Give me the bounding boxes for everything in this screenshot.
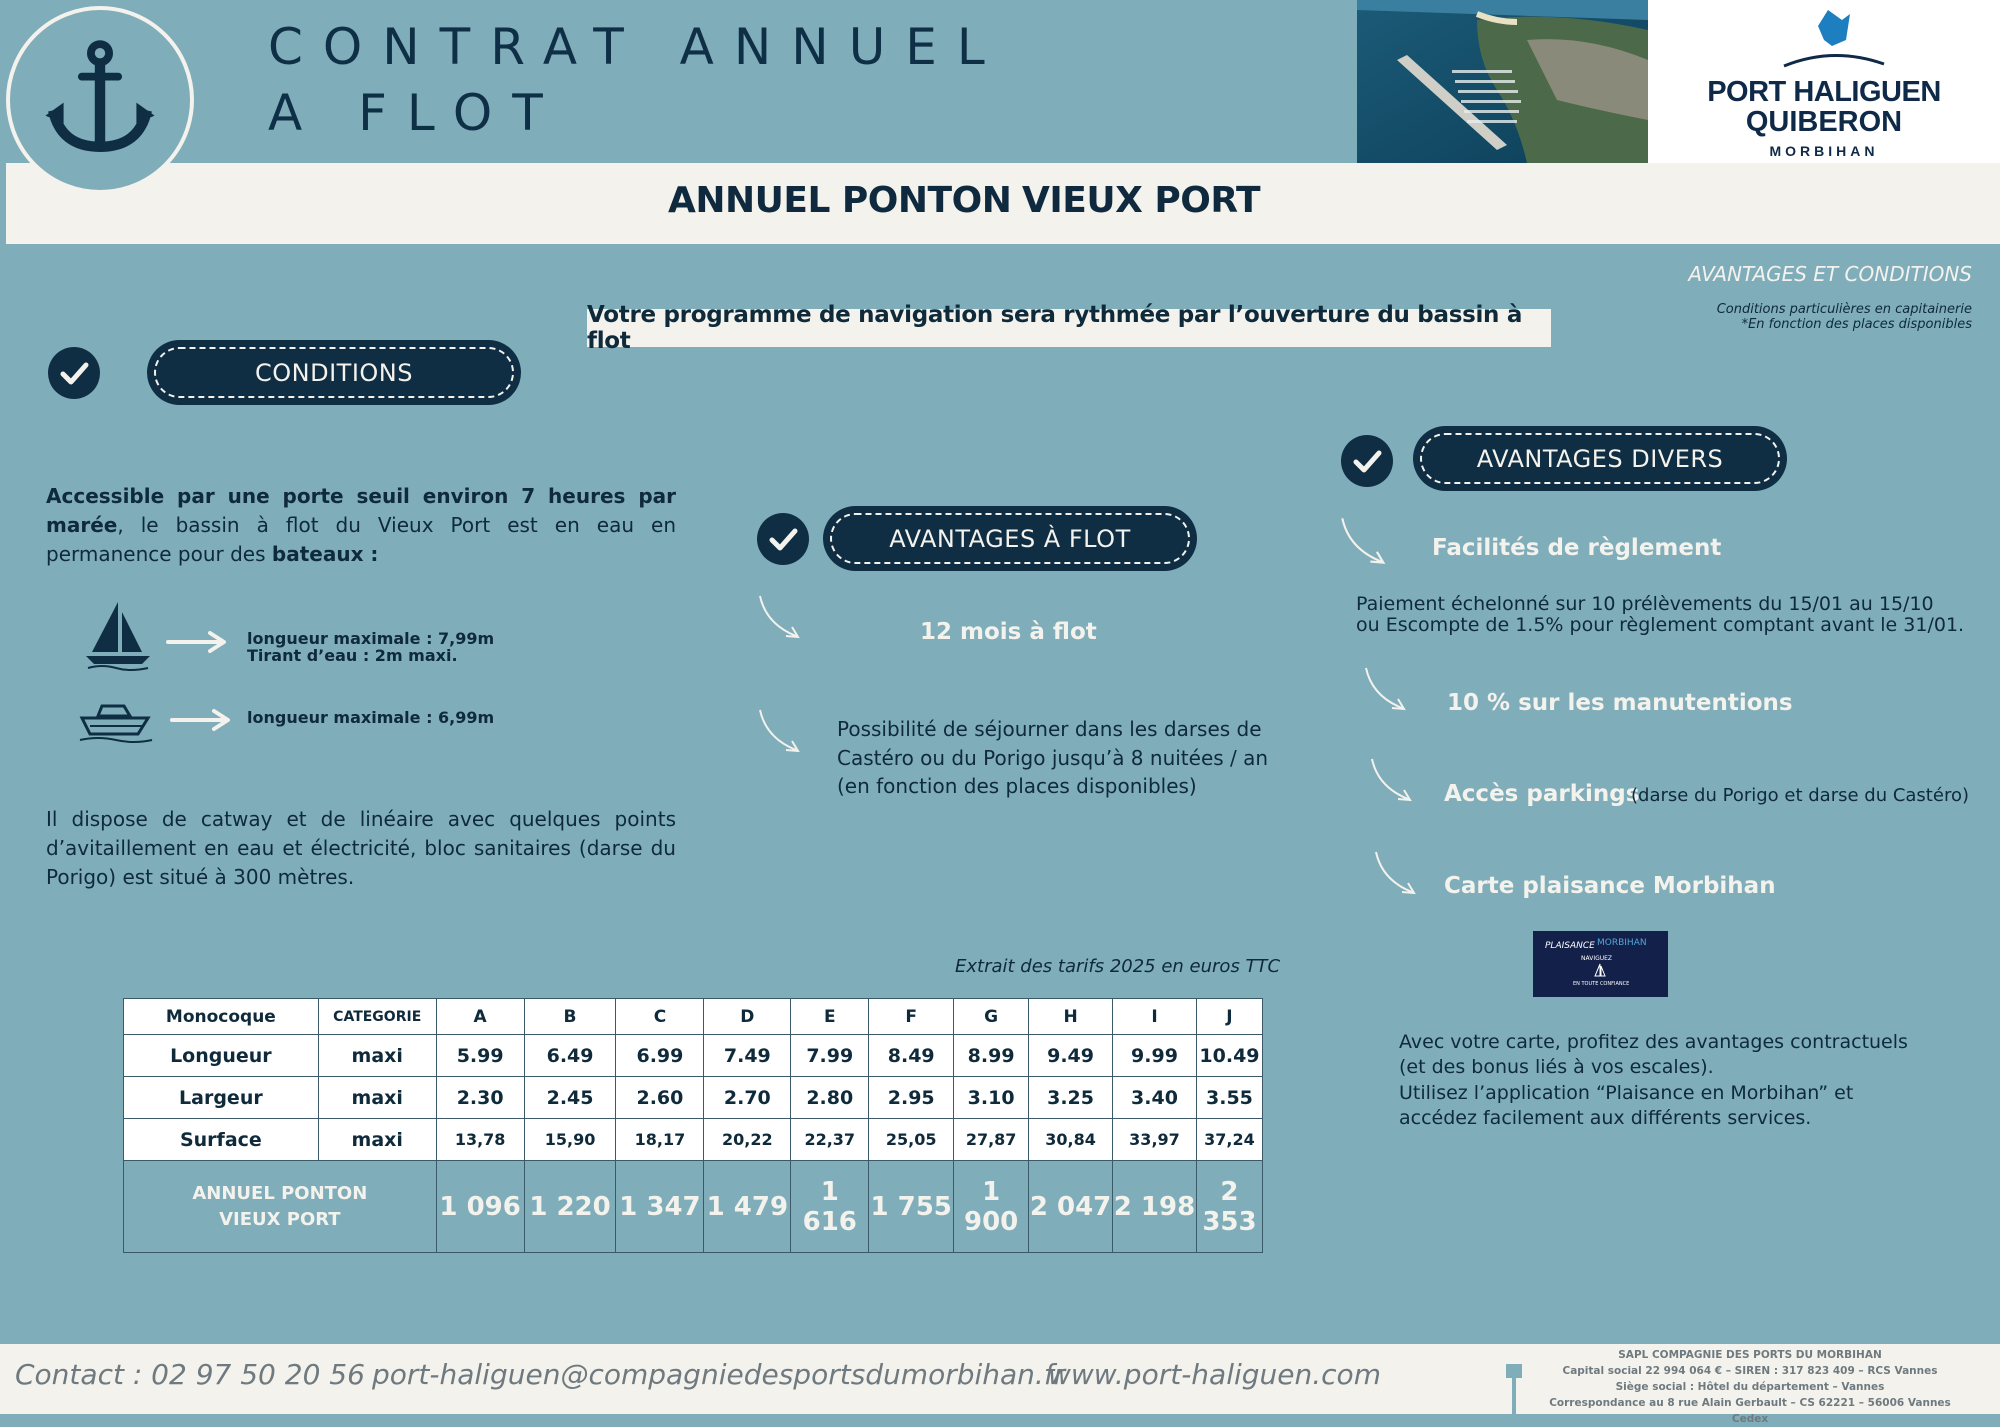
cell: 9.49 bbox=[1029, 1035, 1113, 1077]
legal-line-4: Correspondance au 8 rue Alain Gerbault – CS 62221 – 56006 Vannes Cedex bbox=[1549, 1397, 1951, 1425]
footer-website-link[interactable]: www.port-haliguen.com bbox=[1048, 1358, 1381, 1391]
cell: 7.99 bbox=[791, 1035, 869, 1077]
divers-item-3-title: Accès parkings bbox=[1444, 781, 1640, 807]
motor-length: longueur maximale : 6,99m bbox=[247, 708, 495, 727]
card-line-4: accédez facilement aux différents services. bbox=[1399, 1107, 1812, 1129]
cell: 30,84 bbox=[1029, 1119, 1113, 1161]
cell: 6.49 bbox=[524, 1035, 616, 1077]
table-row bbox=[124, 1035, 1263, 1077]
row-unit: maxi bbox=[318, 1035, 436, 1077]
cell: 10.49 bbox=[1196, 1035, 1262, 1077]
band-title-right: VIEUX PORT bbox=[1022, 180, 1261, 221]
cell: 2.45 bbox=[524, 1077, 616, 1119]
header-cat: J bbox=[1196, 999, 1262, 1035]
logo-text-2: QUIBERON bbox=[1745, 106, 1903, 138]
curved-arrow-icon bbox=[756, 592, 806, 642]
cell: 9.99 bbox=[1113, 1035, 1197, 1077]
sail-draft: Tirant d’eau : 2m maxi. bbox=[247, 646, 458, 665]
sail-length: longueur maximale : 7,99m bbox=[247, 629, 495, 648]
card-line-2: (et des bonus liés à vos escales). bbox=[1399, 1056, 1714, 1078]
cell: 33,97 bbox=[1113, 1119, 1197, 1161]
price-cell: 1 096 bbox=[436, 1161, 524, 1253]
price-row-label bbox=[124, 1161, 437, 1253]
cell: 27,87 bbox=[954, 1119, 1029, 1161]
cell: 2.70 bbox=[704, 1077, 791, 1119]
card-text-4: EN TOUTE CONFIANCE bbox=[1573, 981, 1630, 987]
tarifs-table bbox=[123, 998, 1263, 1253]
cell: 3.10 bbox=[954, 1077, 1029, 1119]
note-capitainerie: Conditions particulières en capitainerie bbox=[1716, 302, 1972, 317]
footer-contact: Contact : 02 97 50 20 56 bbox=[15, 1358, 365, 1391]
flot-item-2-line-3: (en fonction des places disponibles) bbox=[837, 774, 1197, 798]
price-label-line-1: ANNUEL PONTON bbox=[192, 1182, 368, 1204]
price-cell: 1 616 bbox=[791, 1161, 869, 1253]
cell: 3.55 bbox=[1196, 1077, 1262, 1119]
table-row bbox=[124, 1077, 1263, 1119]
conditions-intro: Accessible par une porte seuil environ 7 heures par marée, le bassin à flot du Vieux Port est en eau en permanence pour des bateaux : bbox=[46, 484, 676, 566]
legal-line-2: Capital social 22 994 064 € – SIREN : 317 823 409 – RCS Vannes bbox=[1562, 1365, 1938, 1377]
header-monocoque: Monocoque bbox=[124, 999, 319, 1035]
price-cell: 1 900 bbox=[954, 1161, 1029, 1253]
price-cell: 1 220 bbox=[524, 1161, 616, 1253]
cell: 7.49 bbox=[704, 1035, 791, 1077]
plaisance-card-image bbox=[1533, 931, 1668, 997]
logo-text-1: PORT HALIGUEN bbox=[1707, 76, 1941, 108]
cell: 8.49 bbox=[869, 1035, 954, 1077]
anchor-badge bbox=[6, 6, 194, 194]
cell: 5.99 bbox=[436, 1035, 524, 1077]
band-title-left: ANNUEL PONTON bbox=[668, 180, 1012, 221]
conditions-paragraph-2: Il dispose de catway et de linéaire avec quelques points d’avitaillement en eau et électricité, bloc sanitaires (darse du Porigo) est situé à 300 mètres. bbox=[46, 807, 676, 889]
curved-arrow-icon bbox=[756, 706, 806, 756]
cell: 25,05 bbox=[869, 1119, 954, 1161]
sail-mini-icon bbox=[1593, 963, 1607, 979]
cell: 8.99 bbox=[954, 1035, 1029, 1077]
tarifs-note: Extrait des tarifs 2025 en euros TTC bbox=[955, 956, 1281, 977]
table-header-row bbox=[124, 999, 1263, 1035]
cell: 22,37 bbox=[791, 1119, 869, 1161]
header-cat: F bbox=[869, 999, 954, 1035]
logo-text-3: MORBIHAN bbox=[1769, 143, 1879, 159]
row-label: Surface bbox=[124, 1119, 319, 1161]
cell: 2.95 bbox=[869, 1077, 954, 1119]
cell: 15,90 bbox=[524, 1119, 616, 1161]
header-cat: A bbox=[436, 999, 524, 1035]
price-cell: 2 047 bbox=[1029, 1161, 1113, 1253]
flot-item-2-line-1: Possibilité de séjourner dans les darses de bbox=[837, 717, 1262, 741]
header-cat: B bbox=[524, 999, 616, 1035]
divers-item-4-title: Carte plaisance Morbihan bbox=[1444, 873, 1776, 899]
cell: 3.25 bbox=[1029, 1077, 1113, 1119]
divers-item-1-line-2: ou Escompte de 1.5% pour règlement comptant avant le 31/01. bbox=[1356, 614, 1965, 636]
cell: 20,22 bbox=[704, 1119, 791, 1161]
header-categorie: CATEGORIE bbox=[318, 999, 436, 1035]
anchor-icon bbox=[35, 35, 165, 165]
header-cat: C bbox=[616, 999, 704, 1035]
card-line-1: Avec votre carte, profitez des avantages contractuels bbox=[1399, 1031, 1908, 1053]
pin-marker-icon bbox=[1504, 1362, 1524, 1414]
check-icon bbox=[48, 347, 100, 399]
legal-line-3: Siège social : Hôtel du département – Vannes bbox=[1615, 1381, 1885, 1393]
check-icon bbox=[1341, 435, 1393, 487]
cell: 6.99 bbox=[616, 1035, 704, 1077]
divers-item-1-line-1: Paiement échelonné sur 10 prélèvements du 15/01 au 15/10 bbox=[1356, 593, 1934, 615]
cell: 13,78 bbox=[436, 1119, 524, 1161]
legal-line-1: SAPL COMPAGNIE DES PORTS DU MORBIHAN bbox=[1618, 1349, 1882, 1361]
cell: 3.40 bbox=[1113, 1077, 1197, 1119]
price-row bbox=[124, 1161, 1263, 1253]
card-text-1: PLAISANCE bbox=[1545, 941, 1595, 951]
flot-item-1: 12 mois à flot bbox=[920, 619, 1097, 645]
motorboat-icon bbox=[78, 696, 154, 746]
price-cell: 1 755 bbox=[869, 1161, 954, 1253]
row-label: Largeur bbox=[124, 1077, 319, 1119]
row-unit: maxi bbox=[318, 1077, 436, 1119]
price-label-line-2: VIEUX PORT bbox=[219, 1208, 341, 1230]
header-cat: D bbox=[704, 999, 791, 1035]
curved-arrow-icon bbox=[1362, 664, 1412, 714]
card-text-2: MORBIHAN bbox=[1597, 938, 1647, 948]
divers-item-3-sub: (darse du Porigo et darse du Castéro) bbox=[1631, 785, 1969, 806]
harbor-aerial-photo bbox=[1357, 0, 1648, 163]
note-places: *En fonction des places disponibles bbox=[1741, 317, 1972, 332]
title-line-2: A FLOT bbox=[268, 84, 563, 142]
header-cat: G bbox=[954, 999, 1029, 1035]
row-label: Longueur bbox=[124, 1035, 319, 1077]
flot-item-2-line-2: Castéro ou du Porigo jusqu’à 8 nuitées / an bbox=[837, 746, 1269, 770]
footer-email-link[interactable]: port-haliguen@compagniedesportsdumorbihan.fr bbox=[372, 1358, 1066, 1391]
card-line-3: Utilisez l’application “Plaisance en Morbihan” et bbox=[1399, 1082, 1854, 1104]
curved-arrow-icon bbox=[1372, 848, 1422, 898]
header-cat: E bbox=[791, 999, 869, 1035]
divers-item-2-title: 10 % sur les manutentions bbox=[1447, 690, 1793, 716]
card-text-3: NAVIGUEZ bbox=[1581, 955, 1613, 962]
row-unit: maxi bbox=[318, 1119, 436, 1161]
divers-item-1-title: Facilités de règlement bbox=[1432, 535, 1722, 561]
program-banner: Votre programme de navigation sera rythmée par l’ouverture du bassin à flot bbox=[587, 309, 1551, 347]
check-icon bbox=[757, 513, 809, 565]
footer-legal bbox=[1540, 1347, 1960, 1427]
avantages-conditions-label: AVANTAGES ET CONDITIONS bbox=[1688, 262, 1972, 286]
arrow-right-icon bbox=[166, 630, 228, 654]
cell: 2.30 bbox=[436, 1077, 524, 1119]
cell: 18,17 bbox=[616, 1119, 704, 1161]
header-cat: I bbox=[1113, 999, 1197, 1035]
curved-arrow-icon bbox=[1338, 514, 1392, 568]
arrow-right-icon bbox=[170, 708, 232, 732]
conditions-heading: CONDITIONS bbox=[147, 340, 521, 405]
avantages-divers-heading: AVANTAGES DIVERS bbox=[1413, 426, 1787, 491]
price-cell: 2 353 bbox=[1196, 1161, 1262, 1253]
title-line-1: CONTRAT ANNUEL bbox=[268, 18, 1005, 76]
cell: 2.80 bbox=[791, 1077, 869, 1119]
header-cat: H bbox=[1029, 999, 1113, 1035]
sailboat-icon bbox=[84, 598, 154, 672]
curved-arrow-icon bbox=[1368, 755, 1418, 805]
avantages-flot-heading: AVANTAGES À FLOT bbox=[823, 506, 1197, 571]
price-cell: 2 198 bbox=[1113, 1161, 1197, 1253]
flag-icon bbox=[1778, 6, 1888, 68]
price-cell: 1 347 bbox=[616, 1161, 704, 1253]
price-cell: 1 479 bbox=[704, 1161, 791, 1253]
port-logo bbox=[1648, 0, 2000, 163]
table-row bbox=[124, 1119, 1263, 1161]
cell: 37,24 bbox=[1196, 1119, 1262, 1161]
cell: 2.60 bbox=[616, 1077, 704, 1119]
